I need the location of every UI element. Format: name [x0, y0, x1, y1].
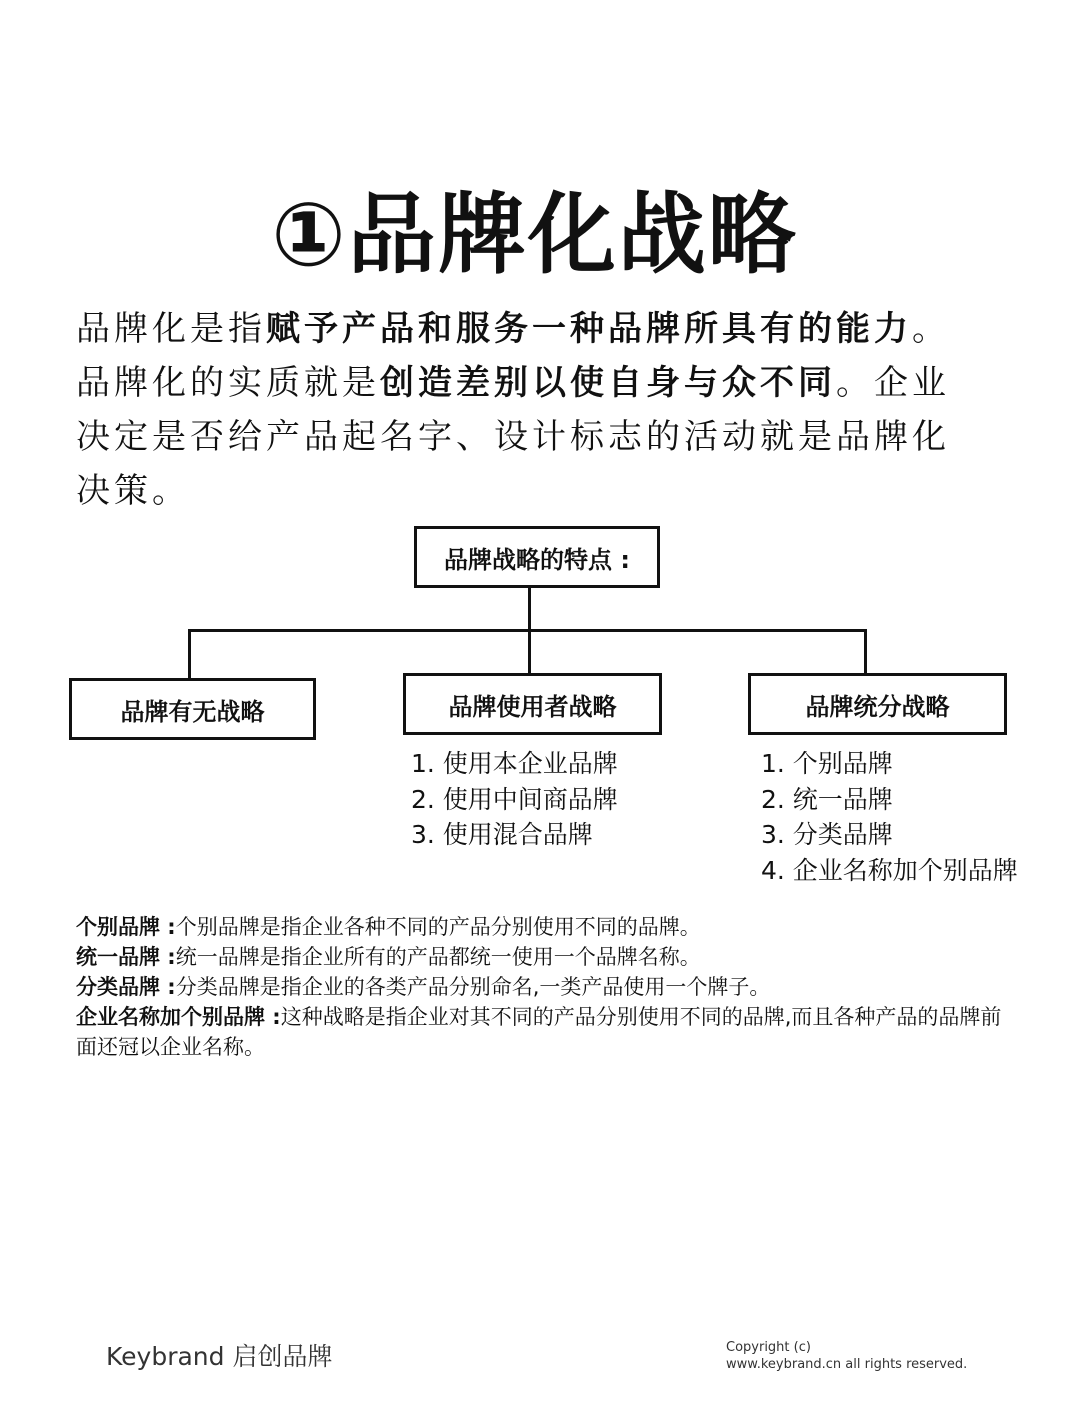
- copyright-line: Copyright (c): [726, 1340, 811, 1355]
- definition-text: 个别品牌是指企业各种不同的产品分别使用不同的品牌。: [175, 915, 701, 939]
- list-item: 2. 统一品牌: [761, 784, 893, 814]
- list-item: 4. 企业名称加个别品牌: [761, 855, 1018, 885]
- connector-right-down: [864, 629, 867, 675]
- brand-unified-list: [761, 746, 1018, 888]
- footer-copyright: [726, 1339, 967, 1373]
- branch-node-brand-existence: [69, 678, 316, 740]
- definition-item: [76, 912, 1016, 942]
- definition-term: 分类品牌 :: [76, 975, 176, 999]
- list-item: 1. 个别品牌: [761, 749, 893, 778]
- list-item: 2. 使用中间商品牌: [411, 784, 618, 814]
- copyright-url: www.keybrand.cn all rights reserved.: [726, 1357, 968, 1372]
- footer-brand: Keybrand 启创品牌: [106, 1342, 333, 1371]
- intro-text-3: 。企业决定是否给产品起名字、设计标志的活动就是品牌化决策。: [76, 363, 950, 511]
- list-item: 1. 使用本企业品牌: [411, 749, 618, 778]
- definition-text: 这种战略是指企业对其不同的产品分别使用不同的品牌,而且各种产品的品牌前面还冠以企业名称。: [76, 1005, 1002, 1059]
- definition-term: 企业名称加个别品牌 :: [76, 1005, 281, 1029]
- brand-user-list: [411, 746, 618, 853]
- branch-node-brand-user: [403, 673, 662, 735]
- definition-item: [76, 1002, 1016, 1062]
- connector-left-down: [188, 629, 191, 680]
- branch-node-label: 品牌使用者战略: [448, 692, 617, 721]
- intro-text-2: 。品牌化的实质就是: [76, 309, 950, 403]
- definitions: [76, 912, 1016, 1062]
- definition-term: 统一品牌 :: [76, 945, 176, 969]
- intro-bold-2: 创造差别以使自身与众不同: [380, 363, 836, 403]
- page-title: ①品牌化战略: [271, 183, 798, 286]
- connector-root-down: [528, 587, 531, 631]
- branch-node-label: 品牌统分战略: [805, 692, 950, 721]
- connector-middle-down: [528, 629, 531, 675]
- intro-bold-1: 赋予产品和服务一种品牌所具有的能力: [266, 309, 912, 349]
- definition-text: 统一品牌是指企业所有的产品都统一使用一个品牌名称。: [175, 945, 701, 969]
- branch-node-brand-unified: [748, 673, 1007, 735]
- intro-text-1: 品牌化是指: [76, 309, 266, 349]
- list-item: 3. 分类品牌: [761, 820, 893, 849]
- definition-item: [76, 972, 1016, 1002]
- list-item: 3. 使用混合品牌: [411, 820, 593, 849]
- intro-paragraph: [76, 302, 956, 518]
- root-node-label: 品牌战略的特点 :: [444, 545, 630, 574]
- root-node: [414, 526, 660, 588]
- definition-text: 分类品牌是指企业的各类产品分别命名,一类产品使用一个牌子。: [175, 975, 771, 999]
- definition-term: 个别品牌 :: [76, 915, 176, 939]
- definition-item: [76, 942, 1016, 972]
- branch-node-label: 品牌有无战略: [120, 697, 265, 726]
